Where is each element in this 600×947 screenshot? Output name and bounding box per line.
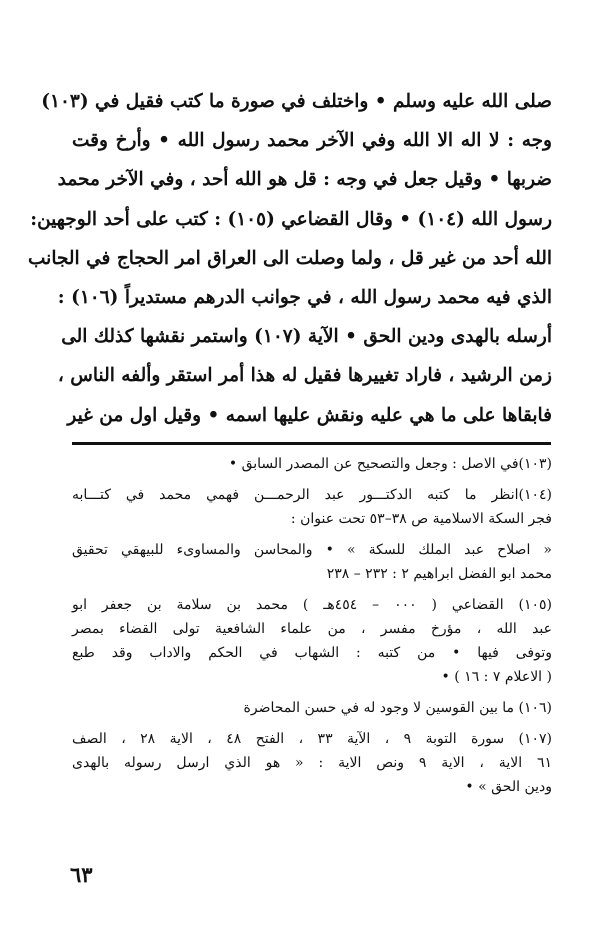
footnote-104	[72, 483, 552, 531]
footnote-line: محمد ابو الفضل ابراهيم ٢ : ٢٣٢ – ٢٣٨	[326, 566, 552, 582]
footnote-line: ( الاعلام ٧ : ١٦ ) •	[441, 669, 552, 685]
body-line: الله أحد من غير قل ، ولما وصلت الى العراق امر الحجاج في الجانب	[28, 247, 552, 269]
footnotes	[72, 452, 552, 799]
footnote-line: (١٠٤)انظر ما كتبه الدكتـــور عبد الرحمـــن فهمي محمد في كتـــابه	[72, 487, 552, 503]
body-line: رسول الله (١٠٤) • وقال القضاعي (١٠٥) : كتب على أحد الوجهين:	[30, 208, 552, 230]
footnote-107	[72, 727, 552, 799]
footnote-106	[72, 696, 552, 720]
body-line: وجه : لا اله الا الله وفي الآخر محمد رسول الله • وأرخ وقت	[72, 130, 552, 152]
footnote-line: (١٠٧) سورة التوبة ٩ ، الآية ٣٣ ، الفتح ٤٨ ، الاية ٢٨ ، الصف	[72, 731, 552, 747]
footnote-line: ودين الحق » •	[465, 779, 552, 795]
footnote-line: « اصلاح عبد الملك للسكة » • والمحاسن والمساوىء للبيهقي تحقيق	[72, 542, 552, 558]
footnote-line: وتوفى فيها • من كتبه : الشهاب في الحكم والاداب وقد طبع	[72, 645, 552, 661]
footnote-line: ٦١ الاية ، الاية ٩ ونص الاية : « هو الذي ارسل رسوله بالهدى	[72, 755, 552, 771]
body-line: الذي فيه محمد رسول الله ، في جوانب الدرهم مستديراً (١٠٦) :	[57, 286, 552, 308]
body-line: ضربها • وقيل جعل في وجه : قل هو الله أحد ، وفي الآخر محمد	[57, 169, 552, 191]
footnote-105	[72, 593, 552, 689]
footnote-line: (١٠٥) القضاعي ( ٠٠٠ – ٤٥٤هـ ) محمد بن سلامة بن جعفر ابو	[72, 597, 552, 613]
main-text	[28, 82, 552, 435]
body-line: أرسله بالهدى ودين الحق • الآية (١٠٧) واستمر نقشها كذلك الى	[61, 326, 552, 348]
footnote-line: عبد الله ، مؤرخ مفسر ، من علماء الشافعية تولى القضاء بمصر	[72, 621, 552, 637]
footnote-line: (١٠٦) ما بين القوسين لا وجود له في حسن المحاضرة	[243, 700, 552, 716]
footnote-103	[72, 452, 552, 476]
body-line: فابقاها على ما هي عليه ونقش عليها اسمه • وقيل اول من غير	[67, 404, 552, 426]
footnote-line: فجر السكة الاسلامية ص ٣٨–٥٣ تحت عنوان :	[290, 511, 552, 527]
body-line: زمن الرشيد ، فاراد تغييرها فقيل له هذا أمر استقر وألفه الناس ،	[57, 365, 552, 387]
footnote-divider	[72, 442, 551, 445]
footnote-104-continued	[72, 538, 552, 586]
footnote-line: (١٠٣)في الاصل : وجعل والتصحيح عن المصدر السابق •	[228, 456, 552, 472]
page-number: ٦٣	[70, 862, 93, 887]
body-line: صلى الله عليه وسلم • واختلف في صورة ما كتب فقيل في (١٠٣)	[41, 91, 552, 112]
